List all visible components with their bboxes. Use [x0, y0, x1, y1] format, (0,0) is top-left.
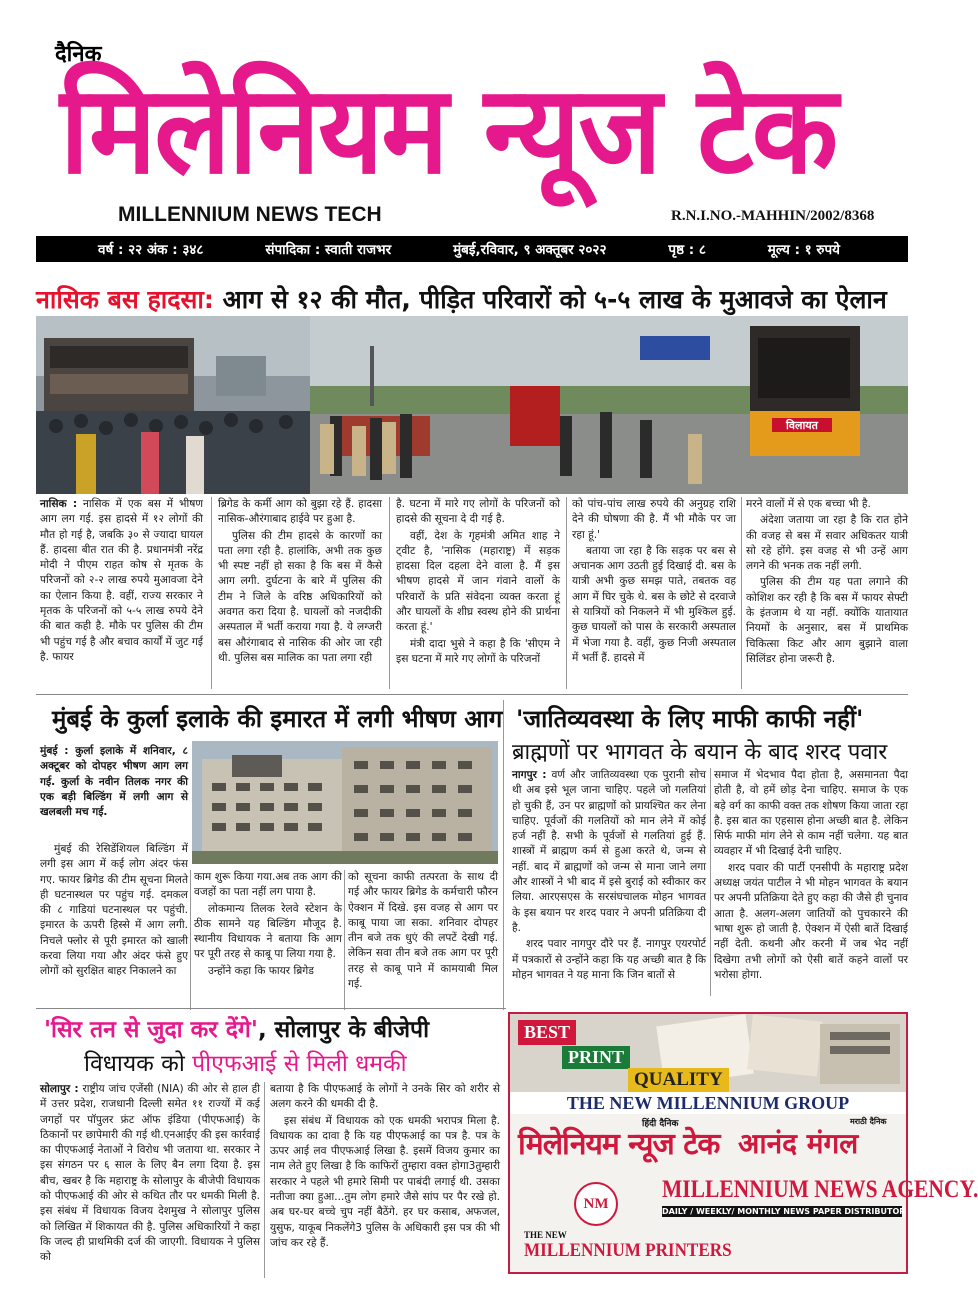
story1-col4-p1: को पांच-पांच लाख रुपये की अनुग्रह राशि देने की घोषणा की है. मैं भी मौके पर जा रहा हूं.' [572, 498, 736, 541]
story3-column-1 [512, 768, 706, 996]
story1-column-2 [218, 497, 382, 689]
story3-column-2 [714, 768, 908, 996]
story4-sub-prefix: विधायक को [84, 1051, 193, 1077]
bus-sign-text: विलायत [786, 419, 818, 432]
issue-price: मूल्य : १ रुपये [767, 242, 840, 258]
story2-col2-p2: लोकमान्य तिलक रेलवे स्टेशन के ठीक सामने यह बिल्डिंग मौजूद है. स्थानीय विधायक ने बताया कि आग पर पूरी तरह से काबू पा लिया गया है. [194, 902, 342, 961]
story2-column-3 [348, 870, 498, 1010]
story1-col5-p3: पुलिस की टीम यह पता लगाने की कोशिश कर रही है कि बस में फायर सेफ्टी के इंतजाम थे या नहीं. क्योंकि यातायात नियमों के अनुसार, बस में प्राथमिक चिकित्सा किट और आग बुझाने वाला सिलिंडर होना जरूरी है. [746, 576, 908, 665]
column-divider [264, 1082, 265, 1278]
masthead-title: मिलेनियम न्यूज टेक [60, 59, 837, 201]
ad-hindi-daily-label: हिंदी दैनिक [642, 1119, 679, 1129]
story1-col2-p2: पुलिस की टीम हादसे के कारणों का पता लगा रही है. हालांकि, अभी तक कुछ भी स्पष्ट नहीं हो सका है कि बस में कैसे आग लगी. दुर्घटना के बारे में पुलिस की टीम ने जिले के वरिष्ठ अधिकारियों को अवगत करा दिया है. घायलों को नजदीकी अस्पताल में भर्ती कराया गया है. ये लग्जरी बस औरंगाबाद से नासिक की ओर जा रही थी. पुलिस बस मालिक का पता लगा रही [218, 529, 382, 664]
story4-col1-text: राष्ट्रीय जांच एजेंसी (NIA) की ओर से हाल ही में उत्तर प्रदेश, राजधानी दिल्ली समेत ११ राज्यों में कई जगहों पर पॉपुलर फ्रंट ऑफ इंडिया (पीएफआई) के ठिकानों पर छापेमारी की गई थी.एनआईए की इस कार्रवाई का पीएफआई नेताओं ने विरोध भी जताया था. सरकार ने इस संगठन पर ६ साल के लिए बैन लगा दिया है. इस बीच, खबर है कि महाराष्ट्र के सोलापुर के बीजेपी विधायक को पीएफआई की ओर से कथित तौर पर धमकी मिली है. इस संबंध में विधायक विजय देशमुख ने सोलापुर पुलिस को लिखित में शिकायत की है. पुलिस अधिकारियों ने कहा कि जल्द ही प्राथमिकी दर्ज की जाएगी. विधायक ने पुलिस को [40, 1083, 261, 1264]
ad-logo-news-tech: मिलेनियम न्यूज टेक [518, 1127, 720, 1162]
ad-marathi-daily-label: मराठी दैनिक [850, 1117, 887, 1126]
story1-photo-left [36, 316, 310, 494]
ad-the-new-label: THE NEW [524, 1230, 567, 1240]
story3-col2-p2: शरद पवार की पार्टी एनसीपी के महाराष्ट्र प्रदेश अध्यक्ष जयंत पाटील ने भी मोहन भागवत के बयान पर अपनी प्रतिक्रिया देते हुए कहा की जैसे ही चुनाव आता है. अलग-अलग जातियों को पुचकारने की भाषा शुरू हो जाती है. ऐक्शन में ऐसी बातें दिखाई नहीं देती. कथनी और करनी में जब भेद नहीं दिखेगा तभी लोगों को ऐसी बातें कहने वालों पर भरोसा होगा. [714, 861, 908, 981]
issue-info-bar [36, 236, 908, 262]
story1-col1-text: नासिक में एक बस में भीषण आग लग गई. इस हादसे में १२ लोगों की मौत हो गई है, जबकि ३० से ज्यादा घायल हैं. हादसा बीत रात की है. प्रधानमंत्री नरेंद्र मोदी ने पीएम राहत कोष से मृतक के परिजनों को २-२ लाख रुपये मुआवजा देने का ऐलान किया है. वहीं, राज्य सरकार ने मृतक के परिजनों को ५-५ लाख रुपये देने की बात कही है. मौके पर पुलिस की टीम भी पहुंच गई है और बचाव कार्यों में जुट गई है. फायर [40, 498, 204, 663]
section-divider-vertical [503, 700, 504, 1010]
issue-editor: संपादिका : स्वाती राजभर [265, 242, 392, 258]
ad-monogram-logo: NM [574, 1182, 618, 1226]
story2-lead [40, 744, 188, 838]
issue-volume: वर्ष : २२ अंक : ३४८ [98, 242, 204, 258]
story2-headline: मुंबई के कुर्ला इलाके की इमारत में लगी भीषण आग [52, 705, 503, 733]
story2-col3-text: को सूचना काफी तत्परता के साथ दी गई और फायर ब्रिगेड के कर्मचारी फौरन ऐक्शन में दिखे. इस वजह से आग पर काबू पाया जा सका. शनिवार दोपहर तीन बजे तक धुएं की लपटें देखी गई. लेकिन सवा तीन बजे तक आग पर पूरी तरह से काबू पाने में कामयाबी मिल गई. [348, 871, 498, 991]
story4-column-1 [40, 1082, 260, 1278]
column-divider [710, 768, 711, 996]
section-divider [36, 1008, 506, 1009]
story1-col5-p2: अंदेशा जताया जा रहा है कि रात होने की वजह से बस में सवार अधिकतर यात्री सो रहे होंगे. इस वजह से भी उन्हें आग लगने की भनक तक नहीं लगी. [746, 514, 908, 573]
story3-subheadline: ब्राह्मणों पर भागवत के बयान के बाद शरद पवार [512, 740, 888, 765]
story1-column-1 [40, 497, 203, 689]
column-divider [190, 870, 191, 1010]
story1-col2-p1: ब्रिगेड के कर्मी आग को बुझा रहे हैं. हादसा नासिक-औरंगाबाद हाईवे पर हुआ है. [218, 498, 382, 526]
story4-sub-highlight: पीएफआई से मिली धमकी [192, 1051, 407, 1077]
story1-headline [36, 282, 908, 316]
story2-building-photo [192, 741, 498, 864]
story2-dateline: मुंबई : [40, 745, 69, 757]
column-divider [344, 870, 345, 1010]
column-divider [566, 497, 567, 689]
story2-col2-p3: उन्होंने कहा कि फायर ब्रिगेड [208, 964, 314, 977]
story4-subheadline [84, 1046, 407, 1078]
story1-col3-p3: मंत्री दादा भुसे ने कहा है कि 'सीएम ने इस घटना में मारे गए लोगों के परिजनों [396, 637, 560, 665]
ad-quality-label: QUALITY [628, 1068, 729, 1092]
story4-col2-p1: बताया है कि पीएफआई के लोगों ने उनके सिर को शरीर से अलग करने की धमकी दी है. [270, 1083, 500, 1111]
story1-column-3 [396, 497, 560, 689]
ad-agency-name: MILLENNIUM NEWS AGENCY. [662, 1176, 978, 1203]
rni-number: R.N.I.NO.-MAHHIN/2002/8368 [671, 208, 875, 224]
masthead-daily: दैनिक [55, 42, 102, 67]
ad-group-name: THE NEW MILLENNIUM GROUP [510, 1092, 906, 1114]
story1-photo-main [310, 316, 908, 494]
story4-headline-quote: 'सिर तन से जुदा कर देंगे' [44, 1017, 258, 1043]
story4-col2-p2: इस संबंध में विधायक को एक धमकी भरापत्र मिला है. विधायक का दावा है कि यह पीएफआई का पत्र है. पत्र के ऊपर आई लव पीएफआई लिखा है. इसमें विजय कुमार का नाम लेते हुए लिखा है कि काफिरों तुम्हारा वक्त होगा3तुम्हारी सरकार ने पहले भी हमारे सिमी पर पाबंदी लगाई थी. उसका नतीजा क्या हुआ...तुम लोग हमारे जैसे सांप पर पैर रखे हो. अब घर-घर बच्चे चुप नहीं बैठेंगे. हर घर कसाब, अफजल, युसुफ, याकूब निकलेंगे3 पुलिस के अधिकारी इस पत्र की भी जांच कर रहे हैं. [270, 1114, 500, 1249]
story1-col3-p1: है. घटना में मारे गए लोगों के परिजनों को हादसे की सूचना दे दी गई है. [396, 498, 560, 526]
story1-column-4 [572, 497, 736, 689]
story3-col2-p1: समाज में भेदभाव पैदा होता है, असमानता पैदा होती है, वो हमें छोड़ देना चाहिए. समाज के एक बड़े वर्ग का काफी वक्त तक शोषण किया जाता रहा है. इस बात का एहसास होना अच्छी बात है. लेकिन सिर्फ माफी मांग लेने से काम नहीं चलेगा. यह बात व्यवहार में भी दिखाई देनी चाहिए. [714, 769, 908, 858]
story4-headline-rest: , सोलापुर के बीजेपी [257, 1017, 430, 1043]
ad-logo-anand-mangal: आनंद मंगल [738, 1127, 859, 1160]
story3-col1-p2: शरद पवार नागपुर दौरे पर हैं. नागपुर एयरपोर्ट में पत्रकारों से उन्होंने कहा कि यह अच्छी बात है कि मोहन भागवत ने यह माना कि जिन बातों से [512, 938, 706, 981]
masthead-english-name: MILLENNIUM NEWS TECH [118, 203, 382, 226]
story4-dateline: सोलापुर : [40, 1083, 79, 1095]
section-divider [36, 694, 908, 695]
story1-col3-p2: वहीं, देश के गृहमंत्री अमित शाह ने ट्वीट है, 'नासिक (महाराष्ट्र) में सड़क हादसा दिल दहला देने वाला है. मैं इस भीषण हादसे में जान गंवाने वालों के परिवारों के प्रति संवेदना व्यक्त करता हूं और घायलों के शीघ्र स्वस्थ होने की प्रार्थना करता हूं.' [396, 529, 560, 634]
story1-headline-text: आग से १२ की मौत, पीड़ित परिवारों को ५-५ लाख के मुआवजे का ऐलान [222, 285, 887, 314]
story3-col1-p1: वर्ण और जातिव्यवस्था एक पुरानी सोच थी अब इसे भूल जाना चाहिए. पहले जो गलतियां हो चुकी हैं, उन पर ब्राह्मणों को प्रायश्चित कर लेना चाहिए. पूर्वजों की गलतियों को मान लेने में कोई हर्ज नहीं है. सभी के पूर्वजों से गलतियां हुई हैं. शास्त्रों में ब्राह्मण कर्म से हुआ करते थे, जन्म से नहीं. बाद में ब्राह्मणों को जन्म से माना जाने लगा और शास्त्रों ने भी बाद में इसे बुराई को स्वीकार कर लिया. आरएसएस के सरसंघचालक मोहन भागवत के इस बयान पर शरद पवार ने अपनी प्रतिक्रिया दी है. [512, 769, 706, 934]
story1-headline-prefix: नासिक बस हादसा: [36, 285, 214, 314]
column-divider [741, 497, 742, 689]
group-advertisement [508, 1012, 978, 1274]
story1-dateline: नासिक : [40, 498, 78, 510]
story4-headline [44, 1012, 429, 1044]
story1-column-5 [746, 497, 908, 689]
ad-print-label: PRINT [562, 1046, 630, 1069]
column-divider [211, 497, 212, 689]
ad-printers-name: MILLENNIUM PRINTERS [524, 1240, 732, 1261]
story2-column-2 [194, 870, 342, 1010]
issue-dateline: मुंबई,रविवार, ९ अक्तूबर २०२२ [453, 242, 607, 258]
story2-col1-text: मुंबई की रेसिडेंशियल बिल्डिंग में लगी इस आग में कई लोग अंदर फंस गए. फायर ब्रिगेड की टीम सूचना मिलते ही घटनास्थल पर पहुंच गई. दमकल की ८ गाडियां घटनास्थल पर पहुंची. इमारत के ऊपरी हिस्से में आग लगी. निचले फ्लोर से पूरी इमारत को खाली करवा लिया गया और अंदर फंसे हुए लोगों को सुरक्षित बाहर निकालने का [40, 843, 188, 978]
story3-headline: 'जातिव्यवस्था के लिए माफी काफी नहीं' [516, 705, 864, 733]
ad-best-label: BEST [518, 1020, 576, 1045]
issue-page: पृष्ठ : ८ [668, 242, 706, 258]
story3-dateline: नागपुर : [512, 769, 547, 781]
story2-column-1 [40, 842, 188, 1010]
ad-agency-tagline: DAILY / WEEKLY/ MONTHLY NEWS PAPER DISTRIBUTOR [662, 1207, 906, 1216]
story1-col5-p1: मरने वालों में से एक बच्चा भी है. [746, 498, 871, 510]
story4-column-2 [270, 1082, 500, 1278]
story2-col2-p1: काम शुरू किया गया.अब तक आग की वजहों का पता नहीं लग पाया है. [194, 871, 342, 899]
column-divider [389, 497, 390, 689]
story2-lead-text: कुर्ला इलाके में शनिवार, ८ अक्टूबर को दोपहर भीषण आग लग गई. कुर्ला के नवीन तिलक नगर की एक बड़ी बिल्डिंग में लगी आग से खलबली मच गई. [40, 745, 188, 819]
story1-col4-p2: बताया जा रहा है कि सड़क पर बस से अचानक आग उठती हुई दिखाई दी. बस के यात्री अभी कुछ समझ पाते, तबतक वह आग में घिर चुके थे. बस के छोटे से दरवाजे से यात्रियों को निकलने में भी मुश्किल हुई. कुछ घायलों को पास के सरकारी अस्पताल में भेजा गया है. वहीं, कुछ निजी अस्पताल में भर्ती हैं. हादसे में [572, 544, 736, 664]
